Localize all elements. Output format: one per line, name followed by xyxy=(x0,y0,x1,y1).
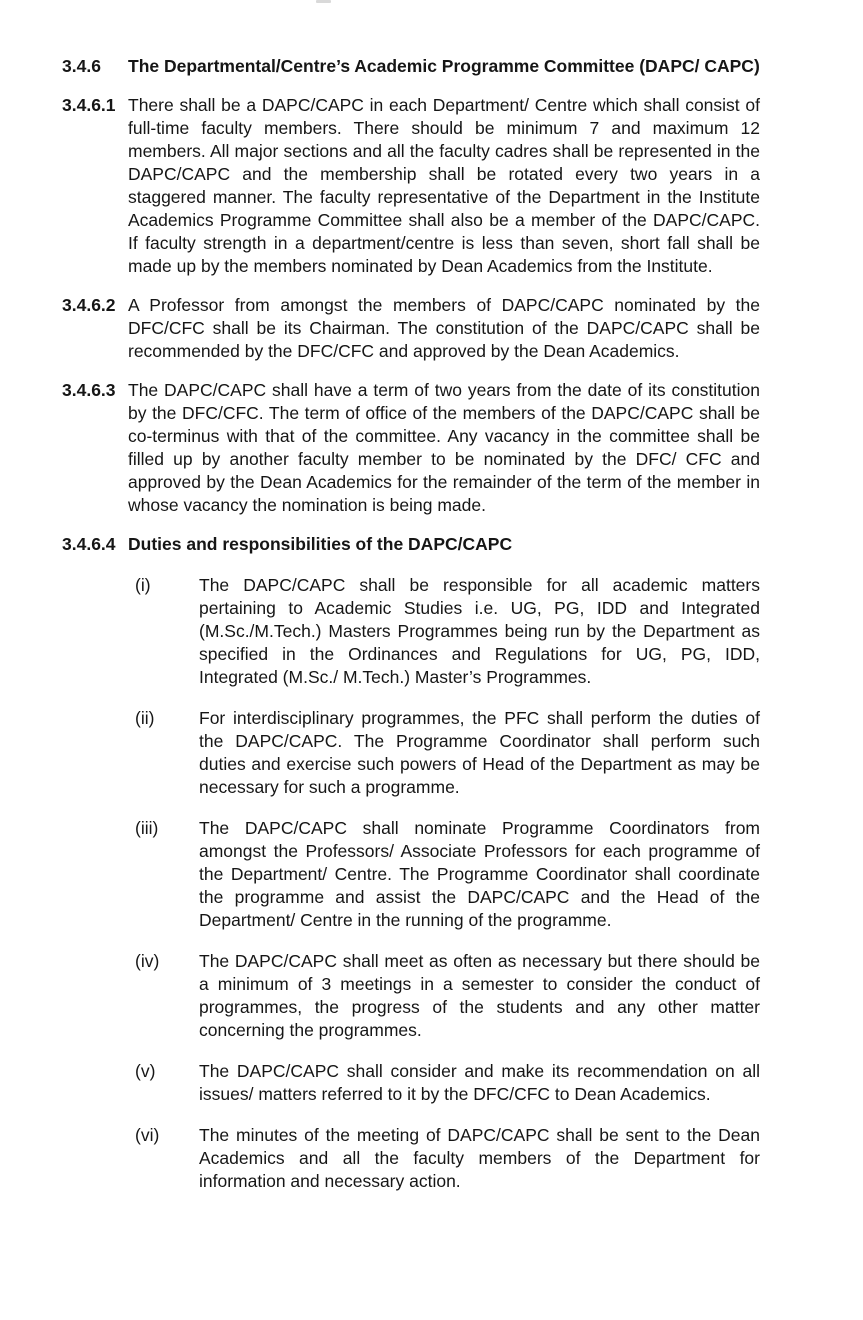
duty-item-text: The DAPC/CAPC shall consider and make its recommendation on all issues/ matters referred to it by the DFC/CFC to Dean Academics. xyxy=(199,1061,760,1104)
clause-text: The DAPC/CAPC shall have a term of two years from the date of its constitution by the DFC/CFC. The term of office of the members of the DAPC/CAPC shall be co-terminus with that of the committee. Any vacancy in the committee shall be filled up by another faculty member to be nominated by the DFC/ CFC and approved by the Dean Academics for the remainder of the term of the member in whose vacancy the nomination is being made. xyxy=(128,380,760,515)
clause-number: 3.4.6.3 xyxy=(62,380,116,400)
duty-item-text: The DAPC/CAPC shall meet as often as necessary but there should be a minimum of 3 meetings in a semester to consider the conduct of programmes, the progress of the students and any other matter concerning the programmes. xyxy=(199,951,760,1040)
duties-subheading xyxy=(62,533,760,556)
duty-item-ii xyxy=(135,707,760,799)
section-title: The Departmental/Centre’s Academic Programme Committee (DAPC/ CAPC) xyxy=(128,56,760,76)
clause-text: There shall be a DAPC/CAPC in each Department/ Centre which shall consist of full-time faculty members. There should be minimum 7 and maximum 12 members. All major sections and all the faculty cadres shall be represented in the DAPC/CAPC and the membership shall be rotated every two years in a staggered manner. The faculty representative of the Department in the Institute Academics Programme Committee shall also be a member of the DAPC/CAPC. If faculty strength in a department/centre is less than seven, short fall shall be made up by the members nominated by Dean Academics from the Institute. xyxy=(128,95,760,276)
duty-item-i xyxy=(135,574,760,689)
duty-item-label: (ii) xyxy=(135,708,155,728)
subheading-title: Duties and responsibilities of the DAPC/CAPC xyxy=(128,534,513,554)
duty-item-text: The DAPC/CAPC shall nominate Programme Coordinators from amongst the Professors/ Associate Professors for each programme of the Department/ Centre. The Programme Coordinator shall coordinate the programme and assist the DAPC/CAPC and the Head of the Department/ Centre in the running of the programme. xyxy=(199,818,760,930)
duty-item-label: (vi) xyxy=(135,1125,160,1145)
duty-item-vi xyxy=(135,1124,760,1193)
page-top-artifact xyxy=(316,0,331,3)
duty-item-label: (v) xyxy=(135,1061,156,1081)
clause-3-4-6-1 xyxy=(62,94,760,278)
duty-item-label: (i) xyxy=(135,575,151,595)
clause-number: 3.4.6.2 xyxy=(62,295,116,315)
duty-item-text: For interdisciplinary programmes, the PFC shall perform the duties of the DAPC/CAPC. The Programme Coordinator shall perform such duties and exercise such powers of Head of the Department as may be necessary for such a programme. xyxy=(199,708,760,797)
clause-text: A Professor from amongst the members of DAPC/CAPC nominated by the DFC/CFC shall be its Chairman. The constitution of the DAPC/CAPC shall be recommended by the DFC/CFC and approved by the Dean Academics. xyxy=(128,295,760,361)
document-content xyxy=(62,55,760,1211)
clause-number: 3.4.6.1 xyxy=(62,95,116,115)
duty-item-text: The DAPC/CAPC shall be responsible for all academic matters pertaining to Academic Studies i.e. UG, PG, IDD and Integrated (M.Sc./M.Tech.) Masters Programmes being run by the Department as specified in the Ordinances and Regulations for UG, PG, IDD, Integrated (M.Sc./ M.Tech.) Master’s Programmes. xyxy=(199,575,760,687)
duty-item-label: (iii) xyxy=(135,818,159,838)
duty-item-iv xyxy=(135,950,760,1042)
section-heading xyxy=(62,55,760,78)
clause-3-4-6-3 xyxy=(62,379,760,517)
clause-3-4-6-2 xyxy=(62,294,760,363)
duty-item-text: The minutes of the meeting of DAPC/CAPC shall be sent to the Dean Academics and all the faculty members of the Department for information and necessary action. xyxy=(199,1125,760,1191)
duty-item-iii xyxy=(135,817,760,932)
subheading-number: 3.4.6.4 xyxy=(62,534,116,554)
section-number: 3.4.6 xyxy=(62,56,101,76)
duty-item-label: (iv) xyxy=(135,951,160,971)
duty-item-v xyxy=(135,1060,760,1106)
